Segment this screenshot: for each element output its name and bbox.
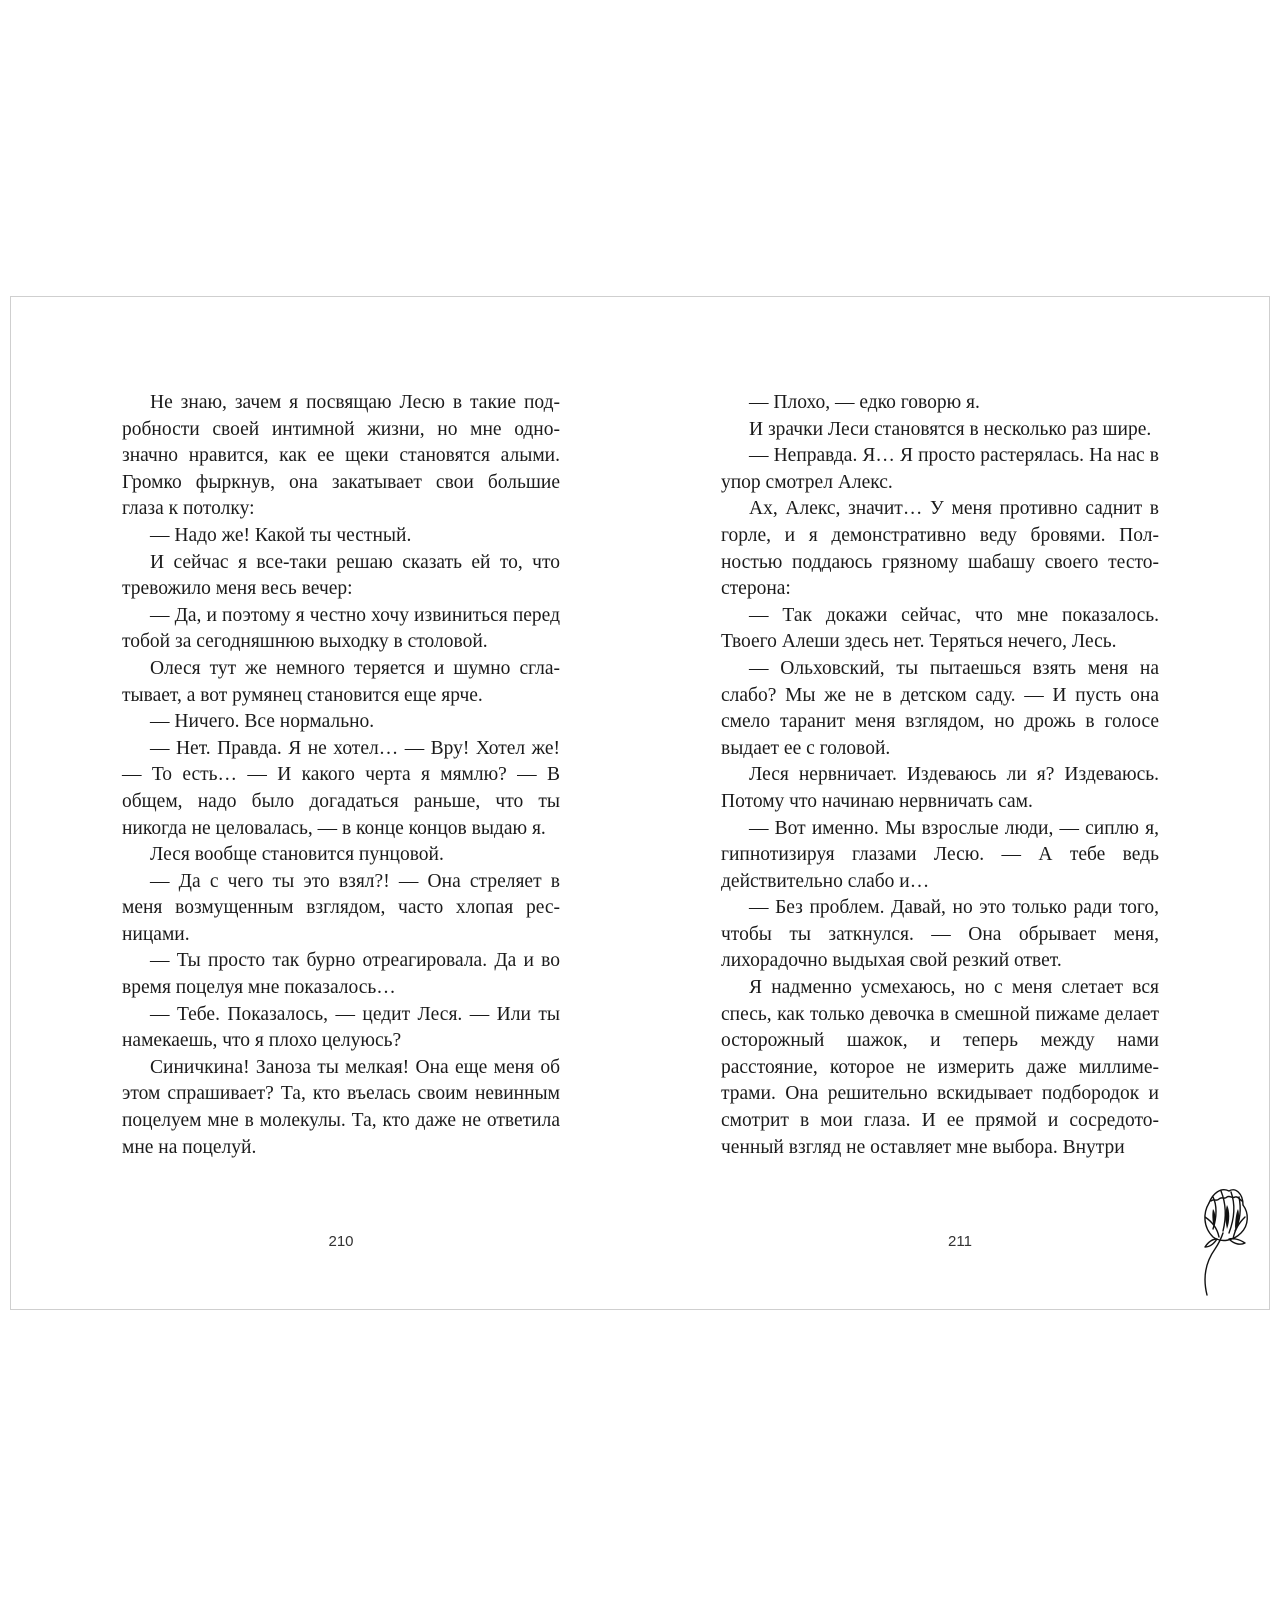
paragraph: Леся нервничает. Издеваюсь ли я? Издеваюсь. Потому что начинаю нервничать сам. bbox=[721, 764, 1159, 812]
paragraph: Синичкина! Заноза ты мелкая! Она еще меня об этом спрашивает? Та, кто въелась своим невинным поцелуем мне в молекулы. Та, кто даже не ответила мне на поцелуй. bbox=[122, 1056, 560, 1158]
paragraph: — Ты просто так бурно отреагировала. Да и во время поцелуя мне показалось… bbox=[122, 950, 560, 999]
right-page-text bbox=[721, 390, 1159, 1161]
paragraph: — Плохо, — едко говорю я. bbox=[749, 392, 980, 413]
paragraph: Олеся тут же немного теряется и шумно сглатывает, а вот румянец становится еще ярче. bbox=[122, 657, 560, 706]
page-number-right: 211 bbox=[948, 1233, 972, 1250]
page-number-left: 210 bbox=[328, 1233, 354, 1250]
paragraph: — Нет. Правда. Я не хотел… — Вру! Хотел же! — То есть… — И какого черта я мямлю? — В общем, надо было догадаться раньше, что ты никогда не целовалась, — в конце концов выдаю я. bbox=[122, 737, 560, 839]
paragraph: — Вот именно. Мы взрослые люди, — сиплю я, гипнотизируя глазами Лесю. — А тебе ведь действительно слабо и… bbox=[721, 817, 1159, 892]
paragraph: — Да, и поэтому я честно хочу извиниться перед тобой за сегодняшнюю выходку в столовой. bbox=[122, 604, 560, 653]
left-page-text bbox=[122, 390, 560, 1161]
paragraph: Леся вообще становится пунцовой. bbox=[150, 844, 444, 866]
paragraph: Ах, Алекс, значит… У меня противно саднит в горле, и я демонстративно веду бровями. Полностью поддаюсь грязному шабашу своего тестостерона: bbox=[721, 498, 1159, 600]
paragraph: — Так докажи сейчас, что мне показалось. Твоего Алеши здесь нет. Теряться нечего, Лесь. bbox=[721, 604, 1159, 653]
paragraph: — Без проблем. Давай, но это только ради того, чтобы ты заткнулся. — Она обрывает меня, лихорадочно выдыхая свой резкий ответ. bbox=[721, 897, 1159, 972]
paragraph: — Ольховский, ты пытаешься взять меня на слабо? Мы же не в детском саду. — И пусть она смело таранит меня взглядом, но дрожь в голосе выдает ее с головой. bbox=[721, 657, 1159, 759]
paragraph: И зрачки Леси становятся в несколько раз шире. bbox=[749, 418, 1152, 440]
paragraph: Не знаю, зачем я посвящаю Лесю в такие подробности своей интимной жизни, но мне однозначно нравится, как ее щеки становятся алыми. Громко фыркнув, она закатывает свои большие глаза к потолку: bbox=[122, 392, 560, 520]
paragraph: Я надменно усмехаюсь, но с меня слетает вся спесь, как только девочка в смешной пижаме делает осторожный шажок, и теперь между нами расстояние, которое не измерить даже миллиметрами. Она решительно вскидывает подбородок и смотрит в мои глаза. И ее прямой и сосредоточенный взгляд не оставляет мне выбора. Внутри bbox=[721, 977, 1159, 1158]
paragraph: — Тебе. Показалось, — цедит Леся. — Или ты намекаешь, что я плохо целуюсь? bbox=[122, 1003, 560, 1052]
paragraph: — Неправда. Я… Я просто растерялась. На нас в упор смотрел Алекс. bbox=[721, 445, 1159, 493]
paragraph: — Да с чего ты это взял?! — Она стреляет в меня возмущенным взглядом, часто хлопая ресницами. bbox=[122, 870, 560, 945]
flower-icon bbox=[1183, 1183, 1255, 1298]
paragraph: И сейчас я все-таки решаю сказать ей то, что тревожило меня весь вечер: bbox=[122, 551, 560, 600]
paragraph: — Ничего. Все нормально. bbox=[150, 711, 375, 733]
paragraph: — Надо же! Какой ты честный. bbox=[150, 524, 412, 546]
